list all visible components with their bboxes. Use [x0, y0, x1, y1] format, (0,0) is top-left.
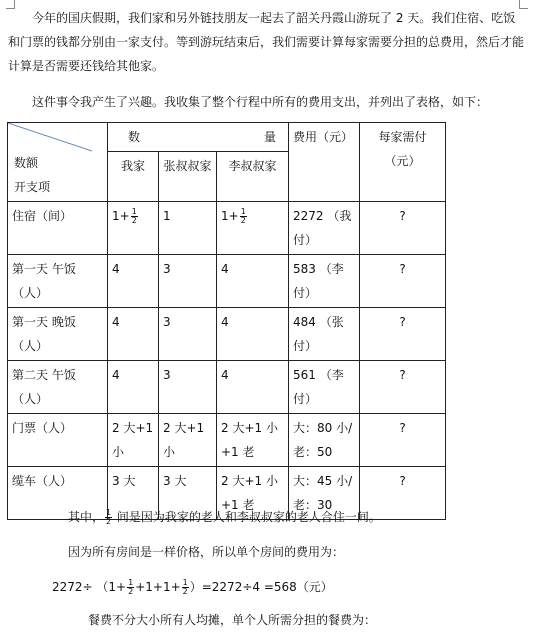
fraction: [240, 208, 247, 225]
row-item: 门票（人）: [8, 414, 108, 467]
row-li-value: 2 大+1 小+1 老: [217, 467, 289, 520]
row-my-family-value: 2 大+1 小: [108, 414, 159, 467]
row-item: 第二天 午饭（人）: [8, 361, 108, 414]
row-cost: 2272 （我付）: [289, 202, 360, 255]
row-li-value: 4: [217, 308, 289, 361]
room-cost-formula: [52, 575, 512, 599]
row-my-family-value: 3 大: [108, 467, 159, 520]
note-suffix: 间是因为我家的老人和李叔叔家的老人合住一间。: [113, 510, 381, 524]
fraction-numerator: 1: [128, 578, 134, 587]
fraction-numerator: 1: [131, 207, 137, 216]
row-my-family-value: [108, 202, 159, 255]
cost-header: 费用（元）: [289, 123, 360, 202]
row-item: 第一天 午饭（人）: [8, 255, 108, 308]
row-zhang-value: 3 大: [159, 467, 217, 520]
fraction-denominator: 2: [131, 216, 137, 225]
header-item-label: 开支项: [14, 180, 51, 194]
row-cost: 大：80 小/老：50: [289, 414, 360, 467]
table-row: [8, 361, 446, 414]
row-cost: 484 （张付）: [289, 308, 360, 361]
note-half-room: [68, 505, 518, 529]
note-room-price: 因为所有房间是一样价格，所以单个房间的费用为：: [68, 545, 345, 559]
quantity-header-left: 数: [128, 130, 141, 144]
row-li-value: 4: [217, 255, 289, 308]
row-per-family: ?: [360, 467, 446, 520]
row-per-family: ?: [360, 202, 446, 255]
per-family-header: 每家需付（元）: [360, 123, 446, 202]
formula-part-b: +1+1+: [135, 580, 181, 594]
fraction-denominator: 2: [182, 587, 188, 596]
fraction: [131, 208, 138, 225]
row-my-family-value: 4: [108, 361, 159, 414]
table-row: [8, 255, 446, 308]
row-item: 住宿（间）: [8, 202, 108, 255]
row-zhang-value: 1: [159, 202, 217, 255]
row-li-value: 4: [217, 361, 289, 414]
fraction: [182, 579, 189, 596]
row-li-value: [217, 202, 289, 255]
intro-paragraph-1: 今年的国庆假期，我们家和另外链技朋友一起去了韶关丹霞山游玩了 2 天。我们住宿、吃饭和门票的钱都分别由一家支付。等到游玩结束后，我们需要计算每家需要分担的总费用，然后才能计算是否需要还钱给其他家。: [8, 11, 525, 73]
fraction-denominator: 2: [240, 216, 246, 225]
row-zhang-value: 3: [159, 308, 217, 361]
formula-part-c: ）=2272÷4 =568（元）: [189, 580, 333, 594]
row-cost: 583 （李付）: [289, 255, 360, 308]
row-per-family: ?: [360, 308, 446, 361]
fraction-numerator: 1: [240, 207, 246, 216]
fraction-numerator: 1: [106, 508, 112, 517]
row-cost: 561 （李付）: [289, 361, 360, 414]
row-zhang-value: 2 大+1 小: [159, 414, 217, 467]
mixed-whole: 1+: [221, 209, 239, 223]
table-row: [8, 308, 446, 361]
row-per-family: ?: [360, 255, 446, 308]
row-per-family: ?: [360, 414, 446, 467]
corner-header-cell: [8, 123, 108, 202]
row-item: 缆车（人）: [8, 467, 108, 520]
fraction: [127, 579, 134, 596]
mixed-whole: 1+: [112, 209, 130, 223]
row-my-family-value: 4: [108, 308, 159, 361]
row-my-family-value: 4: [108, 255, 159, 308]
fraction-numerator: 1: [182, 578, 188, 587]
row-li-value: 2 大+1 小+1 老: [217, 414, 289, 467]
quantity-header-right: 量: [263, 130, 276, 144]
row-per-family: ?: [360, 361, 446, 414]
row-zhang-value: 3: [159, 361, 217, 414]
note-meal-cost: 餐费不分大小所有人均摊，单个人所需分担的餐费为：: [88, 613, 377, 627]
row-item: 第一天 晚饭（人）: [8, 308, 108, 361]
formula-part-a: 2272÷ （1+: [52, 580, 127, 594]
row-zhang-value: 3: [159, 255, 217, 308]
table-row: [8, 202, 446, 255]
note-prefix: 其中，: [68, 510, 105, 524]
row-cost: 大：45 小/老：30: [289, 467, 360, 520]
col-my-family: 我家: [108, 152, 159, 202]
expense-table: [7, 122, 446, 520]
table-row: [8, 414, 446, 467]
intro-paragraph-2: 这件事令我产生了兴趣。我收集了整个行程中所有的费用支出，并列出了表格，如下：: [32, 95, 489, 109]
col-uncle-zhang: 张叔叔家: [159, 152, 217, 202]
fraction-denominator: 2: [128, 587, 134, 596]
fraction-denominator: 2: [106, 517, 112, 526]
quantity-header: [108, 123, 289, 152]
header-amount-label: 数额: [14, 156, 39, 170]
fraction: [105, 509, 112, 526]
col-uncle-li: 李叔叔家: [217, 152, 289, 202]
